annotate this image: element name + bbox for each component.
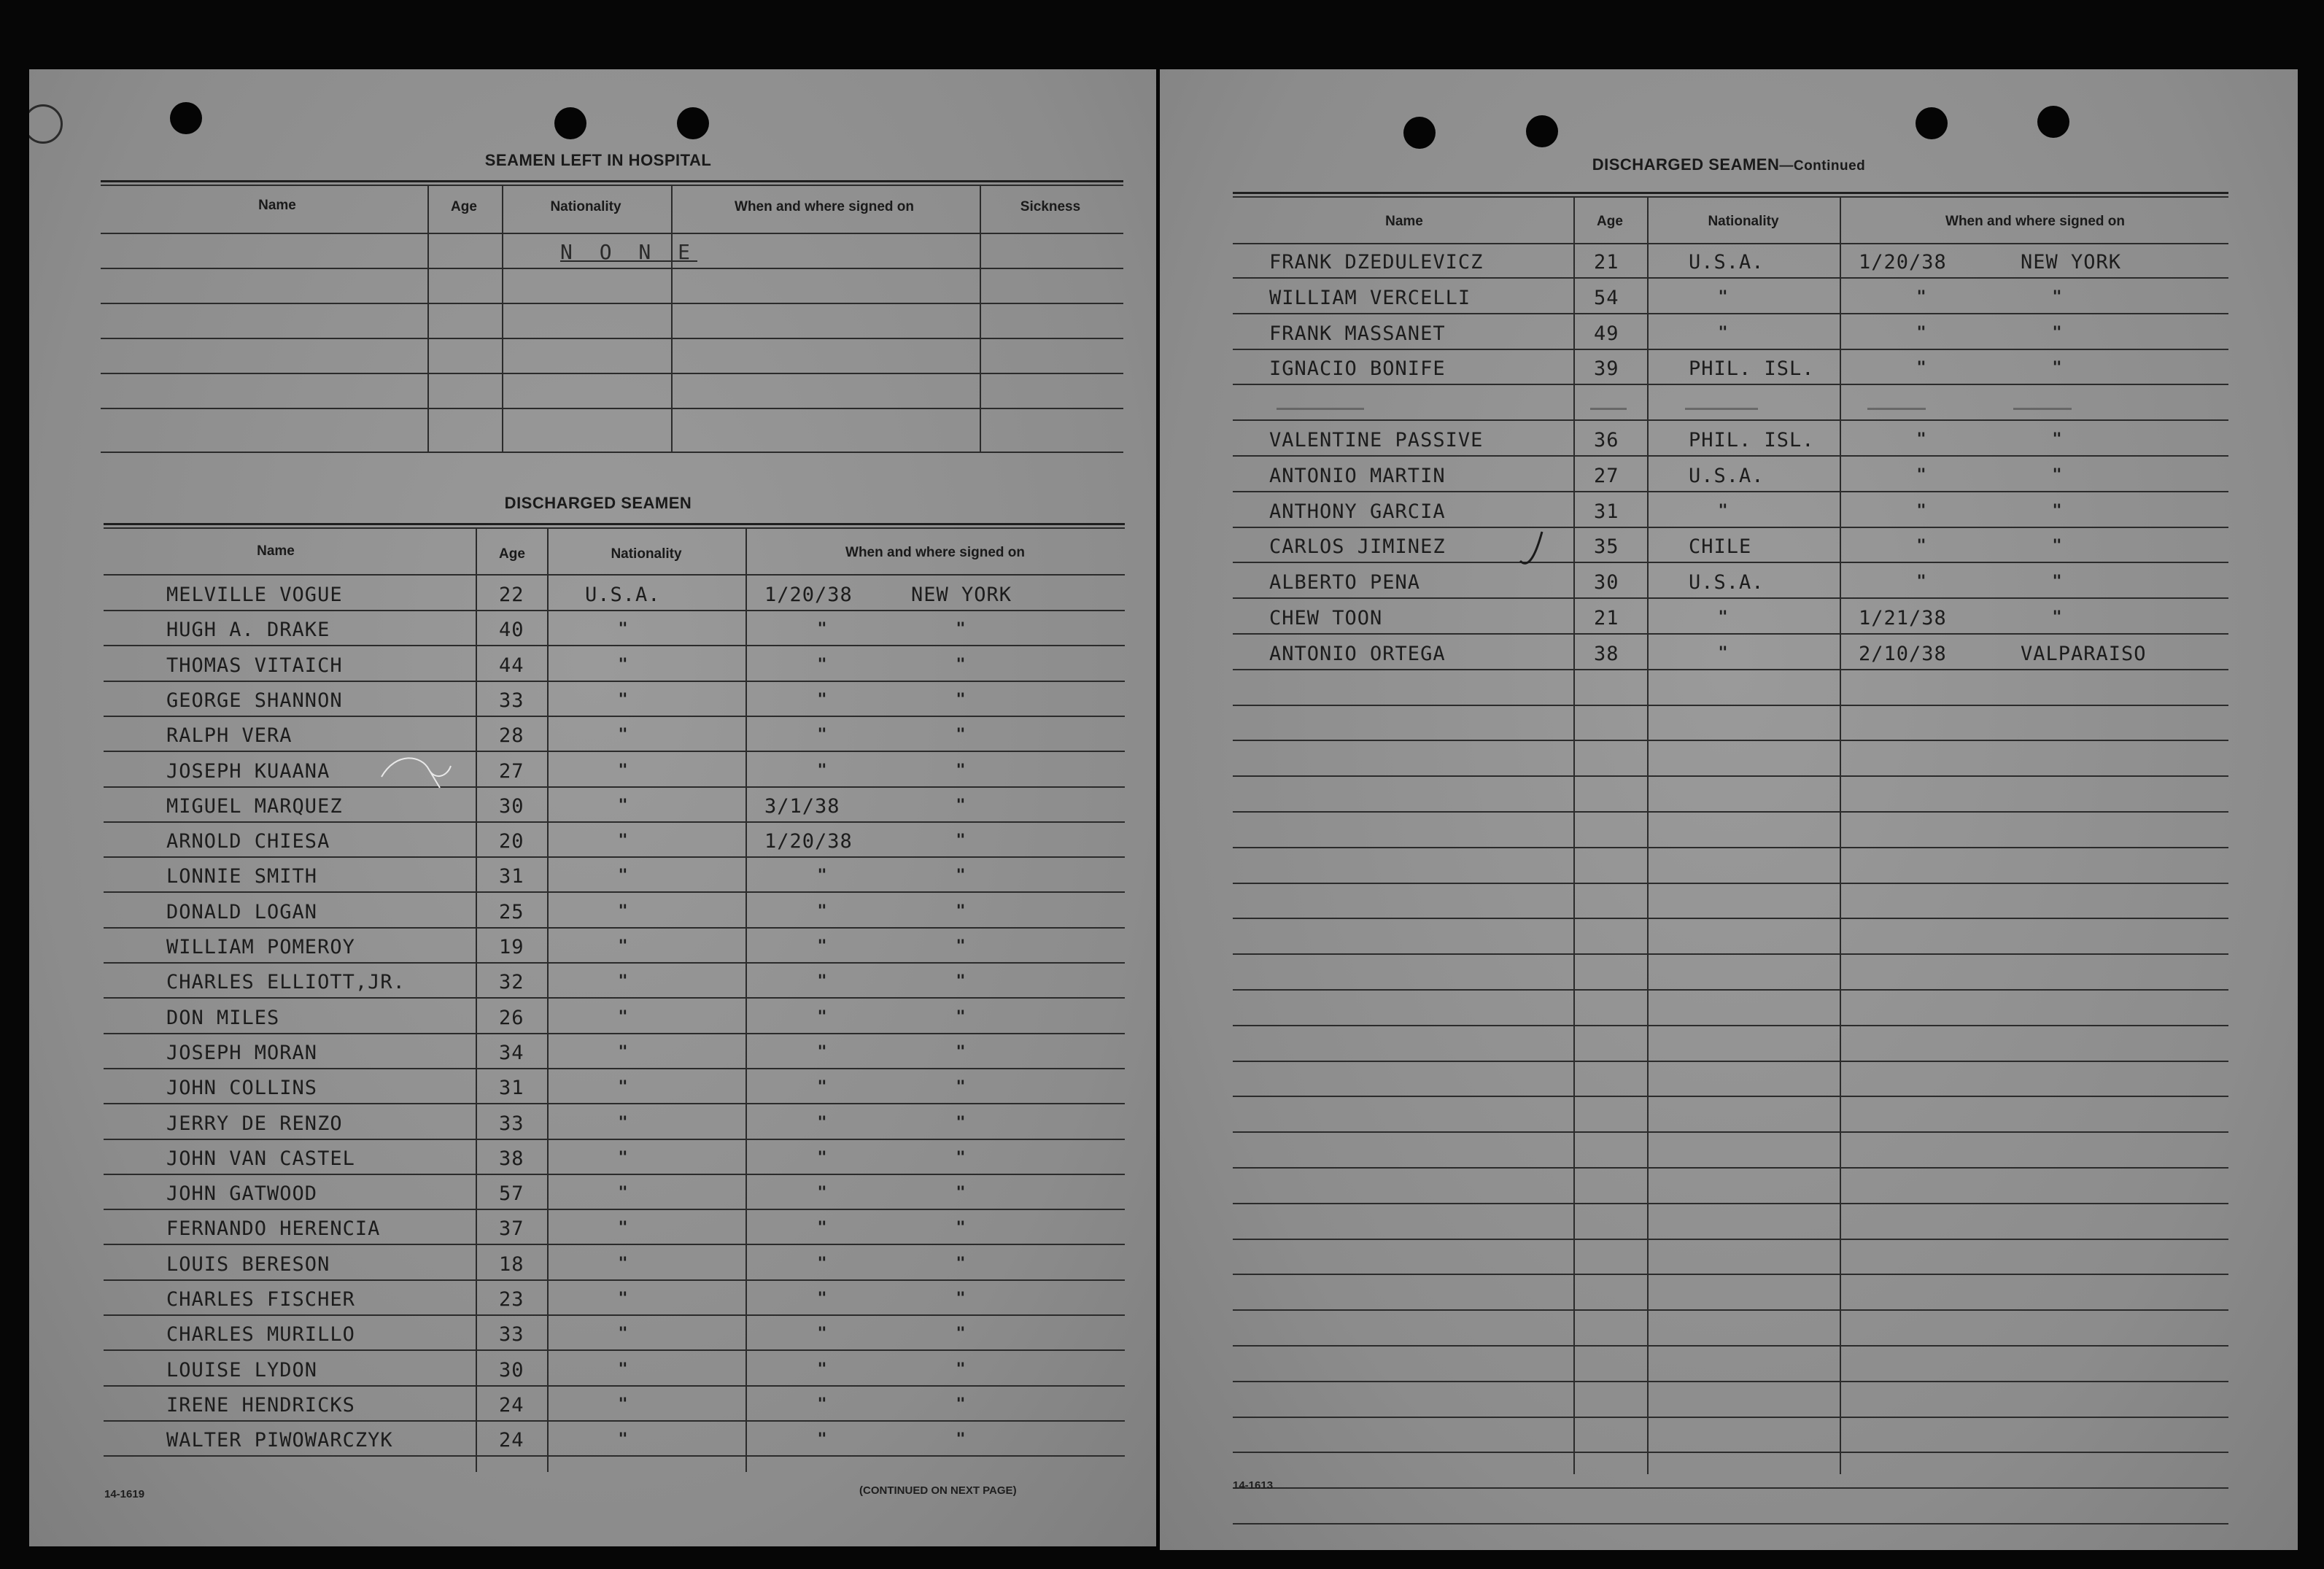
- row-rule: [104, 1139, 1125, 1140]
- seaman-name: JOHN GATWOOD: [166, 1182, 318, 1206]
- row-rule: [104, 1103, 1125, 1104]
- row-rule: [1233, 1025, 2228, 1026]
- seaman-name: IGNACIO BONIFE: [1269, 357, 1446, 381]
- ditto-mark-nationality: ": [618, 620, 628, 639]
- struck-entry: [2013, 408, 2072, 410]
- seaman-name: THOMAS VITAICH: [166, 654, 343, 677]
- row-rule: [1233, 313, 2228, 314]
- punch-hole: [2037, 106, 2069, 138]
- seaman-age: 57: [499, 1182, 524, 1206]
- row-rule: [1233, 775, 2228, 777]
- seaman-name: CHARLES FISCHER: [166, 1288, 355, 1311]
- seaman-name: ALBERTO PENA: [1269, 571, 1421, 594]
- left-page: [29, 69, 1156, 1546]
- ditto-mark-date: ": [1916, 287, 1926, 306]
- seaman-age: 31: [499, 865, 524, 888]
- seaman-age: 21: [1594, 251, 1619, 274]
- row-rule: [1233, 1239, 2228, 1240]
- seaman-name: LOUIS BERESON: [166, 1252, 330, 1276]
- ditto-mark-date: ": [817, 1078, 827, 1097]
- ditto-mark-nationality: ": [618, 1113, 628, 1132]
- struck-entry: [1590, 408, 1627, 410]
- seaman-nationality: CHILE: [1689, 535, 1752, 559]
- ditto-mark-nationality: ": [618, 1395, 628, 1414]
- row-rule: [104, 962, 1125, 964]
- ditto-mark-place: ": [956, 1325, 966, 1344]
- seaman-name: WILLIAM POMEROY: [166, 936, 355, 958]
- ditto-mark-place: ": [2052, 537, 2062, 556]
- seaman-name: JOSEPH MORAN: [166, 1041, 318, 1064]
- row-rule: [104, 856, 1125, 858]
- ditto-mark-nationality: ": [618, 1254, 628, 1273]
- ditto-mark-nationality: ": [1718, 501, 1728, 520]
- continued-header-name: Name: [1385, 214, 1423, 229]
- row-rule: [1233, 419, 2228, 421]
- seaman-date: 3/1/38: [764, 794, 840, 818]
- row-rule: [1233, 1381, 2228, 1382]
- seaman-name: JOHN COLLINS: [166, 1077, 318, 1100]
- row-rule: [1233, 847, 2228, 848]
- row-rule: [104, 1455, 1125, 1457]
- punch-hole: [170, 102, 202, 134]
- seaman-name: WALTER PIWOWARCZYK: [166, 1429, 393, 1452]
- ditto-mark-place: ": [956, 1219, 966, 1238]
- seaman-age: 30: [1594, 571, 1619, 594]
- seaman-age: 37: [499, 1217, 524, 1241]
- form-number-left: 14-1619: [104, 1488, 145, 1500]
- row-rule: [1233, 527, 2228, 528]
- punch-hole: [1403, 117, 1436, 149]
- seaman-date: 2/10/38: [1859, 642, 1947, 665]
- punch-hole: [677, 107, 709, 139]
- ditto-mark-nationality: ": [618, 655, 628, 674]
- ditto-mark-date: ": [817, 1290, 827, 1308]
- seaman-name: FRANK MASSANET: [1269, 322, 1446, 345]
- struck-entry: [1277, 408, 1364, 410]
- seaman-name: MIGUEL MARQUEZ: [166, 794, 343, 818]
- row-rule: [1233, 1487, 2228, 1489]
- row-rule: [1233, 384, 2228, 385]
- ditto-mark-nationality: ": [1718, 323, 1728, 342]
- seaman-age: 33: [499, 689, 524, 712]
- ditto-mark-nationality: ": [618, 1325, 628, 1344]
- hospital-section-title: SEAMEN LEFT IN HOSPITAL: [484, 151, 712, 169]
- hospital-table: [101, 180, 1123, 468]
- discharged-continued-title: [1592, 155, 1866, 174]
- seaman-age: 33: [499, 1323, 524, 1347]
- row-rule: [1233, 277, 2228, 279]
- ditto-mark-place: ": [956, 937, 966, 956]
- ditto-mark-place: ": [956, 1184, 966, 1203]
- seaman-name: WILLIAM VERCELLI: [1269, 286, 1471, 309]
- row-rule: [1233, 1309, 2228, 1311]
- ditto-mark-date: ": [817, 1360, 827, 1379]
- seaman-age: 19: [499, 936, 524, 958]
- ditto-mark-place: ": [956, 1007, 966, 1026]
- ditto-mark-place: ": [2052, 608, 2062, 627]
- punch-hole: [1526, 115, 1558, 147]
- ditto-mark-place: ": [956, 1148, 966, 1167]
- row-rule: [104, 1349, 1125, 1351]
- seaman-date: 1/21/38: [1859, 607, 1947, 629]
- seaman-age: 34: [499, 1041, 524, 1064]
- row-rule: [1233, 953, 2228, 955]
- seaman-age: 18: [499, 1252, 524, 1276]
- seaman-name: LOUISE LYDON: [166, 1358, 318, 1382]
- form-number-right: 14-1613: [1233, 1479, 1274, 1492]
- row-rule: [104, 1033, 1125, 1034]
- seaman-age: 33: [499, 1112, 524, 1135]
- seaman-age: 20: [499, 830, 524, 853]
- seaman-name: HUGH A. DRAKE: [166, 619, 330, 642]
- ditto-mark-date: ": [1916, 537, 1926, 556]
- continued-header-nationality: Nationality: [1708, 214, 1779, 229]
- ditto-mark-nationality: ": [618, 972, 628, 991]
- row-rule: [1233, 740, 2228, 741]
- hospital-header-sickness: Sickness: [1020, 199, 1081, 214]
- seaman-age: 27: [1594, 464, 1619, 487]
- ditto-mark-place: ": [956, 655, 966, 674]
- row-rule: [1233, 1167, 2228, 1169]
- row-rule: [104, 645, 1125, 646]
- row-rule: [1233, 633, 2228, 635]
- ditto-mark-date: ": [817, 1184, 827, 1203]
- seaman-name: FERNANDO HERENCIA: [166, 1217, 381, 1241]
- ditto-mark-place: ": [956, 761, 966, 780]
- seaman-age: 30: [499, 794, 524, 818]
- row-rule: [1233, 455, 2228, 457]
- ditto-mark-date: ": [817, 1007, 827, 1026]
- continued-note: (CONTINUED ON NEXT PAGE): [859, 1484, 1017, 1497]
- seaman-name: DON MILES: [166, 1006, 280, 1029]
- row-rule: [1233, 669, 2228, 670]
- seaman-age: 38: [1594, 642, 1619, 665]
- pencil-scribble-mark: [378, 748, 458, 799]
- hospital-header-signed-on: When and where signed on: [735, 199, 914, 214]
- seaman-age: 32: [499, 971, 524, 994]
- ditto-mark-place: ": [2052, 359, 2062, 378]
- ditto-mark-place: ": [956, 972, 966, 991]
- ditto-mark-place: ": [2052, 501, 2062, 520]
- ditto-mark-nationality: ": [618, 1148, 628, 1167]
- ditto-mark-place: ": [956, 1360, 966, 1379]
- check-mark: [1517, 529, 1546, 569]
- struck-entry: [1685, 408, 1758, 410]
- ditto-mark-place: ": [956, 1042, 966, 1061]
- seaman-name: CHARLES MURILLO: [166, 1323, 355, 1347]
- row-rule: [104, 716, 1125, 717]
- row-rule: [104, 1174, 1125, 1175]
- ditto-mark-date: ": [817, 761, 827, 780]
- ditto-mark-place: ": [2052, 573, 2062, 592]
- ditto-mark-place: ": [2052, 465, 2062, 484]
- ditto-mark-place: ": [956, 902, 966, 921]
- row-rule: [104, 997, 1125, 999]
- seaman-nationality: PHIL. ISL.: [1689, 429, 1815, 452]
- seaman-name: CARLOS JIMINEZ: [1269, 535, 1446, 559]
- discharged-continued-title-text: DISCHARGED SEAMEN: [1592, 155, 1780, 174]
- ditto-mark-place: ": [956, 867, 966, 886]
- discharged-header-age: Age: [499, 546, 525, 562]
- row-rule: [1233, 597, 2228, 599]
- torn-hole: [29, 104, 63, 144]
- row-rule: [1233, 491, 2228, 492]
- seaman-age: 21: [1594, 607, 1619, 629]
- ditto-mark-place: ": [956, 690, 966, 709]
- seaman-age: 49: [1594, 322, 1619, 345]
- row-rule: [1233, 1345, 2228, 1347]
- ditto-mark-place: ": [956, 1290, 966, 1308]
- seaman-name: ANTONIO MARTIN: [1269, 464, 1446, 487]
- seaman-nationality: U.S.A.: [1689, 571, 1765, 594]
- ditto-mark-nationality: ": [1718, 608, 1728, 627]
- hospital-none-entry: N O N E: [560, 240, 698, 264]
- discharged-header-name: Name: [257, 543, 295, 559]
- ditto-mark-place: ": [2052, 323, 2062, 342]
- seaman-age: 39: [1594, 357, 1619, 381]
- continued-suffix: —Continued: [1779, 158, 1866, 174]
- ditto-mark-date: ": [817, 1219, 827, 1238]
- ditto-mark-nationality: ": [618, 832, 628, 851]
- ditto-mark-date: ": [817, 1430, 827, 1449]
- row-rule: [1233, 1274, 2228, 1275]
- seaman-age: 24: [499, 1429, 524, 1452]
- ditto-mark-nationality: ": [618, 1184, 628, 1203]
- ditto-mark-place: ": [956, 1430, 966, 1449]
- seaman-name: JERRY DE RENZO: [166, 1112, 343, 1135]
- ditto-mark-nationality: ": [618, 1007, 628, 1026]
- ditto-mark-place: ": [956, 620, 966, 639]
- ditto-mark-date: ": [817, 972, 827, 991]
- seaman-age: 25: [499, 900, 524, 923]
- seaman-name: ANTONIO ORTEGA: [1269, 642, 1446, 665]
- seaman-name: GEORGE SHANNON: [166, 689, 343, 712]
- row-rule: [1233, 1417, 2228, 1418]
- seaman-age: 28: [499, 724, 524, 748]
- row-rule: [1233, 562, 2228, 563]
- seaman-place: NEW YORK: [911, 584, 1012, 606]
- ditto-mark-date: ": [817, 902, 827, 921]
- seaman-age: 40: [499, 619, 524, 642]
- punch-hole: [1916, 107, 1948, 139]
- ditto-mark-nationality: ": [618, 1042, 628, 1061]
- ditto-mark-date: ": [817, 1042, 827, 1061]
- row-rule: [1233, 349, 2228, 350]
- row-rule: [1233, 1523, 2228, 1525]
- seaman-age: 27: [499, 759, 524, 783]
- row-rule: [104, 1420, 1125, 1422]
- row-rule: [104, 786, 1125, 788]
- seaman-age: 35: [1594, 535, 1619, 559]
- ditto-mark-nationality: ": [618, 1360, 628, 1379]
- ditto-mark-date: ": [1916, 465, 1926, 484]
- ditto-mark-date: ": [1916, 430, 1926, 449]
- ditto-mark-place: ": [956, 796, 966, 815]
- ditto-mark-date: ": [817, 1148, 827, 1167]
- hospital-header-age: Age: [451, 199, 477, 214]
- ditto-mark-date: ": [1916, 501, 1926, 520]
- seaman-age: 23: [499, 1288, 524, 1311]
- row-rule: [104, 681, 1125, 682]
- ditto-mark-date: ": [1916, 573, 1926, 592]
- ditto-mark-place: ": [2052, 430, 2062, 449]
- row-rule: [104, 1314, 1125, 1316]
- ditto-mark-place: ": [956, 1113, 966, 1132]
- row-rule: [1233, 1452, 2228, 1453]
- row-rule: [1233, 989, 2228, 991]
- seaman-name: JOSEPH KUAANA: [166, 759, 330, 783]
- row-rule: [104, 751, 1125, 752]
- seaman-age: 30: [499, 1358, 524, 1382]
- seaman-age: 24: [499, 1393, 524, 1417]
- ditto-mark-nationality: ": [618, 937, 628, 956]
- ditto-mark-place: ": [956, 1395, 966, 1414]
- ditto-mark-nationality: ": [1718, 643, 1728, 662]
- row-rule: [104, 1209, 1125, 1210]
- row-rule: [104, 610, 1125, 611]
- discharged-table-left: [104, 523, 1125, 1489]
- seaman-nationality: U.S.A.: [1689, 464, 1765, 487]
- ditto-mark-nationality: ": [618, 902, 628, 921]
- punch-hole: [554, 107, 586, 139]
- seaman-name: VALENTINE PASSIVE: [1269, 429, 1484, 452]
- row-rule: [104, 1385, 1125, 1387]
- seaman-place: NEW YORK: [2021, 251, 2122, 274]
- seaman-name: RALPH VERA: [166, 724, 293, 748]
- seaman-nationality: PHIL. ISL.: [1689, 357, 1815, 381]
- seaman-age: 22: [499, 584, 524, 606]
- seaman-age: 44: [499, 654, 524, 677]
- seaman-nationality: U.S.A.: [585, 584, 661, 606]
- ditto-mark-nationality: ": [618, 726, 628, 745]
- seaman-name: CHEW TOON: [1269, 607, 1383, 629]
- seaman-date: 1/20/38: [764, 584, 853, 606]
- seaman-name: ANTHONY GARCIA: [1269, 500, 1446, 523]
- seaman-age: 31: [499, 1077, 524, 1100]
- ditto-mark-nationality: ": [618, 1078, 628, 1097]
- ditto-mark-nationality: ": [618, 867, 628, 886]
- seaman-name: JOHN VAN CASTEL: [166, 1147, 355, 1170]
- row-rule: [1233, 883, 2228, 884]
- discharged-header-nationality: Nationality: [611, 546, 682, 562]
- ditto-mark-nationality: ": [618, 761, 628, 780]
- row-rule: [1233, 1203, 2228, 1204]
- ditto-mark-place: ": [956, 1078, 966, 1097]
- ditto-mark-date: ": [1916, 359, 1926, 378]
- seaman-name: ARNOLD CHIESA: [166, 830, 330, 853]
- seaman-age: 31: [1594, 500, 1619, 523]
- ditto-mark-place: ": [956, 832, 966, 851]
- struck-entry: [1867, 408, 1926, 410]
- ditto-mark-nationality: ": [1718, 287, 1728, 306]
- seaman-age: 54: [1594, 286, 1619, 309]
- discharged-header-signed-on: When and where signed on: [845, 545, 1025, 560]
- seaman-age: 38: [499, 1147, 524, 1170]
- ditto-mark-date: ": [817, 620, 827, 639]
- seaman-nationality: U.S.A.: [1689, 251, 1765, 274]
- row-rule: [104, 891, 1125, 893]
- row-rule: [1233, 918, 2228, 919]
- ditto-mark-nationality: ": [618, 1219, 628, 1238]
- ditto-mark-date: ": [817, 1254, 827, 1273]
- seaman-date: 1/20/38: [764, 830, 853, 853]
- continued-header-age: Age: [1597, 214, 1623, 229]
- seaman-age: 36: [1594, 429, 1619, 452]
- discharged-section-title: DISCHARGED SEAMEN: [504, 494, 692, 512]
- hospital-header-nationality: Nationality: [550, 199, 621, 214]
- ditto-mark-nationality: ": [618, 690, 628, 709]
- seaman-name: DONALD LOGAN: [166, 900, 318, 923]
- ditto-mark-date: ": [1916, 323, 1926, 342]
- row-rule: [1233, 1131, 2228, 1133]
- ditto-mark-place: ": [2052, 287, 2062, 306]
- seaman-name: IRENE HENDRICKS: [166, 1393, 355, 1417]
- ditto-mark-date: ": [817, 867, 827, 886]
- row-rule: [104, 1244, 1125, 1245]
- ditto-mark-nationality: ": [618, 796, 628, 815]
- discharged-table-right: [1233, 192, 2228, 1533]
- ditto-mark-place: ": [956, 726, 966, 745]
- seaman-date: 1/20/38: [1859, 251, 1947, 274]
- right-page: [1160, 69, 2298, 1550]
- seaman-name: CHARLES ELLIOTT,JR.: [166, 971, 406, 994]
- seaman-name: FRANK DZEDULEVICZ: [1269, 251, 1484, 274]
- row-rule: [1233, 1096, 2228, 1097]
- ditto-mark-nationality: ": [618, 1430, 628, 1449]
- ditto-mark-date: ": [817, 1395, 827, 1414]
- row-rule: [104, 821, 1125, 823]
- row-rule: [104, 927, 1125, 929]
- seaman-name: LONNIE SMITH: [166, 865, 318, 888]
- ditto-mark-date: ": [817, 655, 827, 674]
- seaman-name: MELVILLE VOGUE: [166, 584, 343, 606]
- ditto-mark-date: ": [817, 937, 827, 956]
- row-rule: [104, 1068, 1125, 1069]
- seaman-place: VALPARAISO: [2021, 642, 2147, 665]
- continued-header-signed-on: When and where signed on: [1945, 214, 2125, 229]
- ditto-mark-nationality: ": [618, 1290, 628, 1308]
- row-rule: [1233, 811, 2228, 813]
- row-rule: [1233, 1061, 2228, 1062]
- row-rule: [1233, 705, 2228, 706]
- ditto-mark-date: ": [817, 726, 827, 745]
- row-rule: [104, 1279, 1125, 1281]
- ditto-mark-date: ": [817, 1325, 827, 1344]
- ditto-mark-place: ": [956, 1254, 966, 1273]
- seaman-age: 26: [499, 1006, 524, 1029]
- hospital-header-name: Name: [258, 198, 296, 213]
- ditto-mark-date: ": [817, 690, 827, 709]
- ditto-mark-date: ": [817, 1113, 827, 1132]
